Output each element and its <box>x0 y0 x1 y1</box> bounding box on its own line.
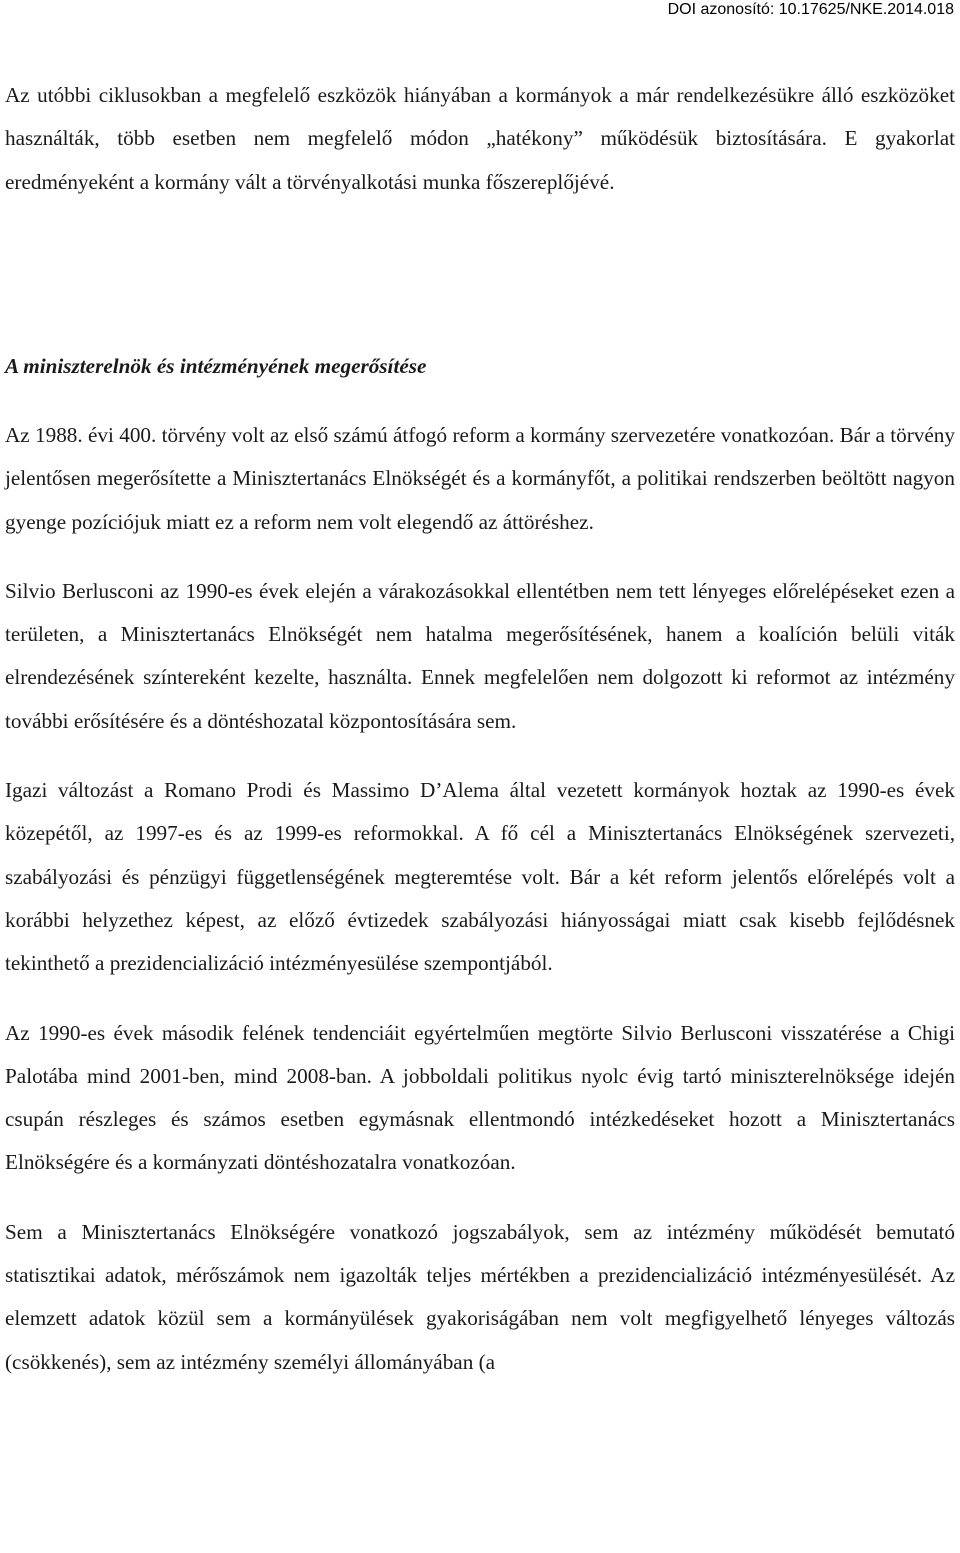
body-paragraph: Az 1988. évi 400. törvény volt az első számú átfogó reform a kormány szervezetére vonatkozóan. Bár a törvény jelentősen megerősítette a Minisztertanács Elnökségét és a kormányfőt, a politikai rendszerben beöltött nagyon gyenge pozíciójuk miatt ez a reform nem volt elegendő az áttöréshez. <box>5 423 955 534</box>
body-paragraph: Sem a Minisztertanács Elnökségére vonatkozó jogszabályok, sem az intézmény működését bemutató statisztikai adatok, mérőszámok nem igazolták teljes mértékben a prezidencializáció intézményesülését. Az elemzett adatok közül sem a kormányülések gyakoriságában nem volt megfigyelhető lényeges változás (csökkenés), sem az intézmény személyi állományában (a <box>5 1219 955 1374</box>
doi-identifier: DOI azonosító: 10.17625/NKE.2014.018 <box>667 1 954 18</box>
body-paragraph: Silvio Berlusconi az 1990-es évek elején a várakozásokkal ellentétben nem tett lényeges előrelépéseket ezen a területen, a Minisztertanács Elnökségét nem hatalma megerősítésének, hanem a koalíción belüli viták elrendezésének színtereként kezelte, használta. Ennek megfelelően nem dolgozott ki reformot az intézmény további erősítésére és a döntéshozatal központosítására sem. <box>5 578 955 733</box>
section-body <box>5 414 955 1410</box>
body-paragraph: Az 1990-es évek második felének tendenciáit egyértelműen megtörte Silvio Berlusconi visszatérése a Chigi Palotába mind 2001-ben, mind 2008-ban. A jobboldali politikus nyolc évig tartó miniszterelnöksége idején csupán részleges és számos esetben egymásnak ellentmondó intézkedéseket hozott a Minisztertanács Elnökségére és a kormányzati döntéshozatalra vonatkozóan. <box>5 1020 955 1175</box>
intro-section <box>5 74 955 204</box>
section-heading: A miniszterelnök és intézményének megerősítése <box>5 354 427 378</box>
body-paragraph: Igazi változást a Romano Prodi és Massimo D’Alema által vezetett kormányok hoztak az 1990-es évek közepétől, az 1997-es és az 1999-es reformokkal. A fő cél a Minisztertanács Elnökségének szervezeti, szabályozási és pénzügyi függetlenségének megteremtése volt. Bár a két reform jelentős előrelépés volt a korábbi helyzethez képest, az előző évtizedek szabályozási hiányosságai miatt csak kisebb fejlődésnek tekinthető a prezidencializáció intézményesülése szempontjából. <box>5 778 955 976</box>
intro-paragraph: Az utóbbi ciklusokban a megfelelő eszközök hiányában a kormányok a már rendelkezésükre álló eszközöket használták, több esetben nem megfelelő módon „hatékony” működésük biztosítására. E gyakorlat eredményeként a kormány vált a törvényalkotási munka főszereplőjévé. <box>5 83 955 194</box>
